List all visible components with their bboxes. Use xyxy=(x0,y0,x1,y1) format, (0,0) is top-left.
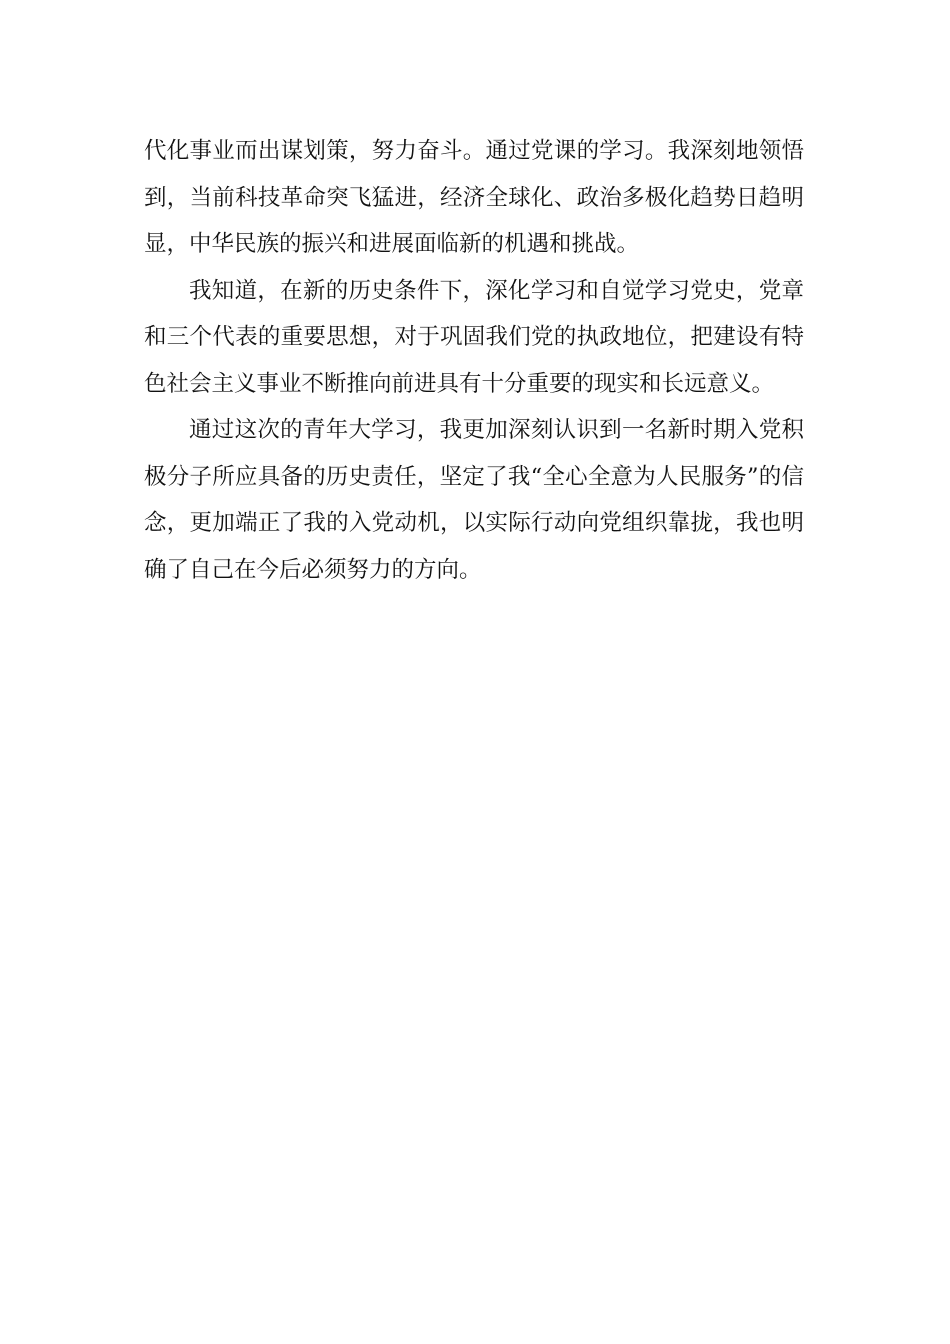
paragraph-continuation: 代化事业而出谋划策，努力奋斗。通过党课的学习。我深刻地领悟到，当前科技革命突飞猛进，经济全球化、政治多极化趋势日趋明显，中华民族的振兴和进展面临新的机遇和挑战。 xyxy=(144,138,804,257)
document-body xyxy=(144,128,804,593)
paragraph-youth-study: 通过这次的青年大学习，我更加深刻认识到一名新时期入党积极分子所应具备的历史责任，坚定了我“全心全意为人民服务”的信念，更加端正了我的入党动机，以实际行动向党组织靠拢，我也明确了自己在今后必须努力的方向。 xyxy=(144,417,804,583)
paragraph-history-conditions: 我知道，在新的历史条件下，深化学习和自觉学习党史，党章和三个代表的重要思想，对于巩固我们党的执政地位，把建设有特色社会主义事业不断推向前进具有十分重要的现实和长远意义。 xyxy=(144,277,804,397)
